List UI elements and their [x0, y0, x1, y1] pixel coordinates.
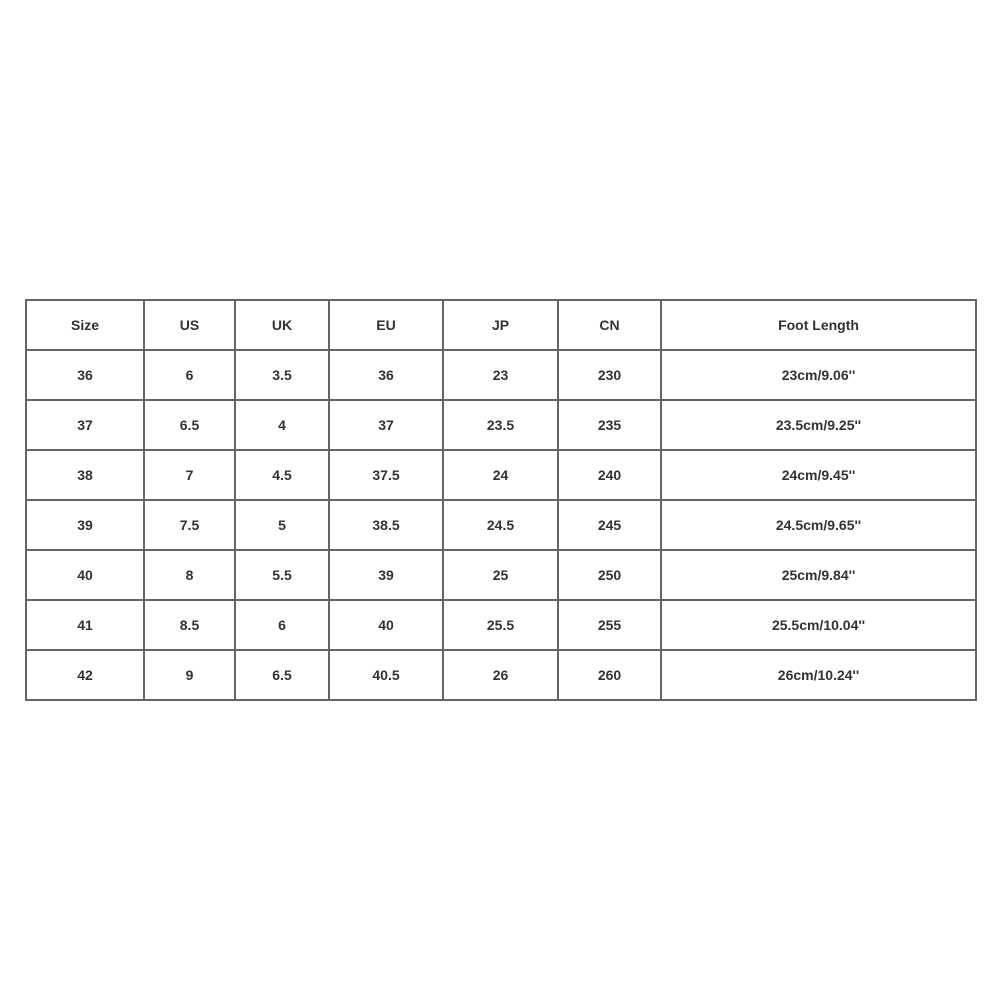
- cell-cn: 250: [558, 550, 661, 600]
- cell-uk: 4: [235, 400, 329, 450]
- cell-uk: 6: [235, 600, 329, 650]
- cell-foot-length: 23cm/9.06'': [661, 350, 976, 400]
- cell-foot-length: 25.5cm/10.04'': [661, 600, 976, 650]
- cell-jp: 24.5: [443, 500, 558, 550]
- cell-eu: 37.5: [329, 450, 443, 500]
- table-row: [26, 450, 976, 500]
- table-body: [26, 350, 976, 700]
- cell-size: 39: [26, 500, 144, 550]
- cell-cn: 230: [558, 350, 661, 400]
- cell-jp: 25: [443, 550, 558, 600]
- cell-size: 41: [26, 600, 144, 650]
- table-row: [26, 350, 976, 400]
- cell-eu: 36: [329, 350, 443, 400]
- cell-us: 7: [144, 450, 235, 500]
- cell-us: 6: [144, 350, 235, 400]
- cell-foot-length: 23.5cm/9.25'': [661, 400, 976, 450]
- cell-foot-length: 25cm/9.84'': [661, 550, 976, 600]
- table-row: [26, 500, 976, 550]
- cell-jp: 23.5: [443, 400, 558, 450]
- cell-cn: 245: [558, 500, 661, 550]
- table-row: [26, 650, 976, 700]
- cell-cn: 255: [558, 600, 661, 650]
- cell-uk: 3.5: [235, 350, 329, 400]
- cell-jp: 25.5: [443, 600, 558, 650]
- cell-eu: 40: [329, 600, 443, 650]
- header-uk: UK: [235, 300, 329, 350]
- cell-jp: 26: [443, 650, 558, 700]
- header-foot-length: Foot Length: [661, 300, 976, 350]
- header-eu: EU: [329, 300, 443, 350]
- cell-size: 38: [26, 450, 144, 500]
- header-size: Size: [26, 300, 144, 350]
- cell-eu: 39: [329, 550, 443, 600]
- cell-uk: 6.5: [235, 650, 329, 700]
- cell-uk: 5: [235, 500, 329, 550]
- cell-uk: 4.5: [235, 450, 329, 500]
- cell-uk: 5.5: [235, 550, 329, 600]
- header-cn: CN: [558, 300, 661, 350]
- cell-us: 7.5: [144, 500, 235, 550]
- cell-eu: 37: [329, 400, 443, 450]
- cell-cn: 260: [558, 650, 661, 700]
- cell-jp: 24: [443, 450, 558, 500]
- cell-size: 42: [26, 650, 144, 700]
- table-row: [26, 550, 976, 600]
- cell-us: 8.5: [144, 600, 235, 650]
- header-jp: JP: [443, 300, 558, 350]
- cell-eu: 38.5: [329, 500, 443, 550]
- header-us: US: [144, 300, 235, 350]
- cell-foot-length: 24.5cm/9.65'': [661, 500, 976, 550]
- cell-us: 8: [144, 550, 235, 600]
- table-header: [26, 300, 976, 350]
- size-chart-table: [25, 299, 977, 701]
- cell-cn: 235: [558, 400, 661, 450]
- cell-size: 37: [26, 400, 144, 450]
- cell-foot-length: 26cm/10.24'': [661, 650, 976, 700]
- cell-eu: 40.5: [329, 650, 443, 700]
- cell-us: 6.5: [144, 400, 235, 450]
- table-row: [26, 600, 976, 650]
- cell-size: 36: [26, 350, 144, 400]
- header-row: [26, 300, 976, 350]
- cell-us: 9: [144, 650, 235, 700]
- cell-foot-length: 24cm/9.45'': [661, 450, 976, 500]
- cell-jp: 23: [443, 350, 558, 400]
- cell-size: 40: [26, 550, 144, 600]
- table-row: [26, 400, 976, 450]
- cell-cn: 240: [558, 450, 661, 500]
